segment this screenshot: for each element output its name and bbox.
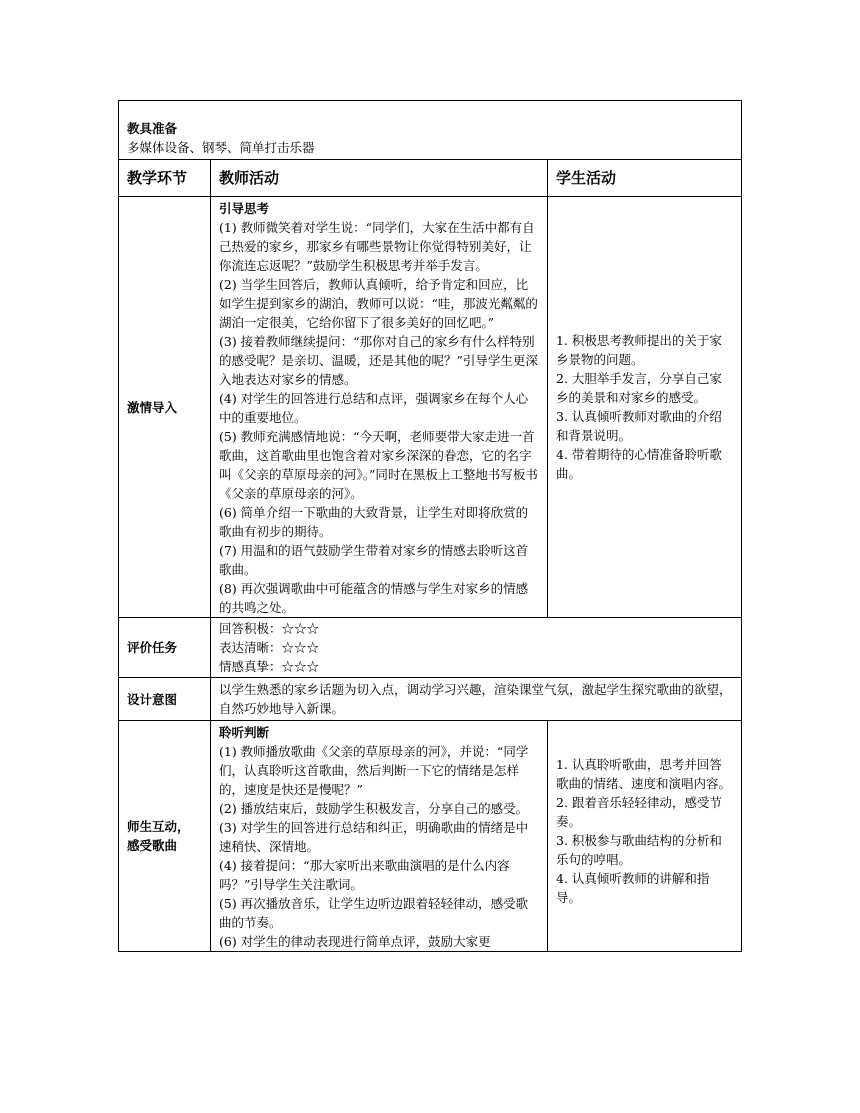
evaluation-item: 表达清晰：☆☆☆ <box>219 640 320 655</box>
teacher-item: (2) 当学生回答后，教师认真倾听，给予肯定和回应，比如学生提到家乡的湖泊，教师可以说：“哇，那波光粼粼的湖泊一定很美，它给你留下了很多美好的回忆吧。” <box>219 277 538 330</box>
teacher-section-title: 引导思考 <box>219 201 270 216</box>
teacher-activity-intro <box>211 197 548 618</box>
header-teacher: 教师活动 <box>211 160 548 197</box>
header-row <box>119 160 742 197</box>
design-intent-content: 以学生熟悉的家乡话题为切入点，调动学习兴趣，渲染课堂气氛，激起学生探究歌曲的欲望，自然巧妙地导入新课。 <box>211 678 742 721</box>
header-stage: 教学环节 <box>119 160 211 197</box>
evaluation-content <box>211 618 742 678</box>
evaluation-row <box>119 618 742 678</box>
teacher-item: (3) 对学生的回答进行总结和纠正，明确歌曲的情绪是中速稍快、深情地。 <box>219 820 529 854</box>
preparation-title: 教具准备 <box>127 121 178 136</box>
stage-design-intent: 设计意图 <box>119 678 211 721</box>
teacher-item: (5) 教师充满感情地说：“今天啊，老师要带大家走进一首歌曲，这首歌曲里也饱含着对家乡深深的眷恋，它的名字叫《父亲的草原母亲的河》。”同时在黑板上工整地书写板书《父亲的草原母亲的河》。 <box>219 429 538 501</box>
teacher-section-title: 聆听判断 <box>219 725 270 740</box>
teacher-item: (4) 接着提问：“那大家听出来歌曲演唱的是什么内容吗？”引导学生关注歌词。 <box>219 858 510 892</box>
teacher-item: (5) 再次播放音乐，让学生边听边跟着轻轻律动，感受歌曲的节奏。 <box>219 896 529 930</box>
student-item: 3. 积极参与歌曲结构的分析和乐句的哼唱。 <box>556 833 722 867</box>
student-item: 1. 认真聆听歌曲，思考并回答歌曲的情绪、速度和演唱内容。 <box>556 757 732 791</box>
teacher-item: (1) 教师微笑着对学生说：“同学们，大家在生活中都有自己热爱的家乡，那家乡有哪些景物让你觉得特别美好，让你流连忘返呢？”鼓励学生积极思考并举手发言。 <box>219 220 535 273</box>
teacher-item: (2) 播放结束后，鼓励学生积极发言，分享自己的感受。 <box>219 801 529 816</box>
teacher-item: (6) 简单介绍一下歌曲的大致背景，让学生对即将欣赏的歌曲有初步的期待。 <box>219 505 529 539</box>
teacher-item: (1) 教师播放歌曲《父亲的草原母亲的河》，并说：“同学们，认真聆听这首歌曲，然后判断一下它的情绪是怎样的，速度是快还是慢呢？” <box>219 744 529 797</box>
teacher-item: (8) 再次强调歌曲中可能蕴含的情感与学生对家乡的情感的共鸣之处。 <box>219 581 529 615</box>
design-intent-row <box>119 678 742 721</box>
lesson-plan-table <box>118 100 742 952</box>
stage-interaction-line2: 感受歌曲 <box>127 838 178 853</box>
preparation-content: 多媒体设备、钢琴、简单打击乐器 <box>127 140 315 155</box>
stage-evaluation: 评价任务 <box>119 618 211 678</box>
evaluation-item: 情感真挚：☆☆☆ <box>219 659 320 674</box>
stage-interaction-line1: 师生互动， <box>127 819 190 834</box>
student-item: 2. 大胆举手发言，分享自己家乡的美景和对家乡的感受。 <box>556 371 722 405</box>
student-item: 1. 积极思考教师提出的关于家乡景物的问题。 <box>556 333 722 367</box>
header-student: 学生活动 <box>548 160 742 197</box>
teacher-item: (4) 对学生的回答进行总结和点评，强调家乡在每个人心中的重要地位。 <box>219 391 529 425</box>
teacher-activity-interaction <box>211 721 548 952</box>
student-item: 3. 认真倾听教师对歌曲的介绍和背景说明。 <box>556 409 722 443</box>
stage-interaction <box>119 721 211 952</box>
student-item: 4. 带着期待的心情准备聆听歌曲。 <box>556 447 722 481</box>
teacher-item: (3) 接着教师继续提问：“那你对自己的家乡有什么样特别的感受呢？是亲切、温暖，还是其他的呢？”引导学生更深入地表达对家乡的情感。 <box>219 334 538 387</box>
section-interaction-row <box>119 721 742 952</box>
evaluation-item: 回答积极：☆☆☆ <box>219 621 320 636</box>
student-item: 2. 跟着音乐轻轻律动，感受节奏。 <box>556 795 722 829</box>
preparation-row <box>119 101 742 160</box>
teacher-item: (7) 用温和的语气鼓励学生带着对家乡的情感去聆听这首歌曲。 <box>219 543 529 577</box>
student-activity-intro <box>548 197 742 618</box>
student-item: 4. 认真倾听教师的讲解和指导。 <box>556 871 710 905</box>
section-intro-row <box>119 197 742 618</box>
student-activity-interaction <box>548 721 742 952</box>
teacher-item: (6) 对学生的律动表现进行简单点评，鼓励大家更 <box>219 934 491 949</box>
preparation-cell <box>119 101 742 160</box>
stage-intro: 激情导入 <box>119 197 211 618</box>
